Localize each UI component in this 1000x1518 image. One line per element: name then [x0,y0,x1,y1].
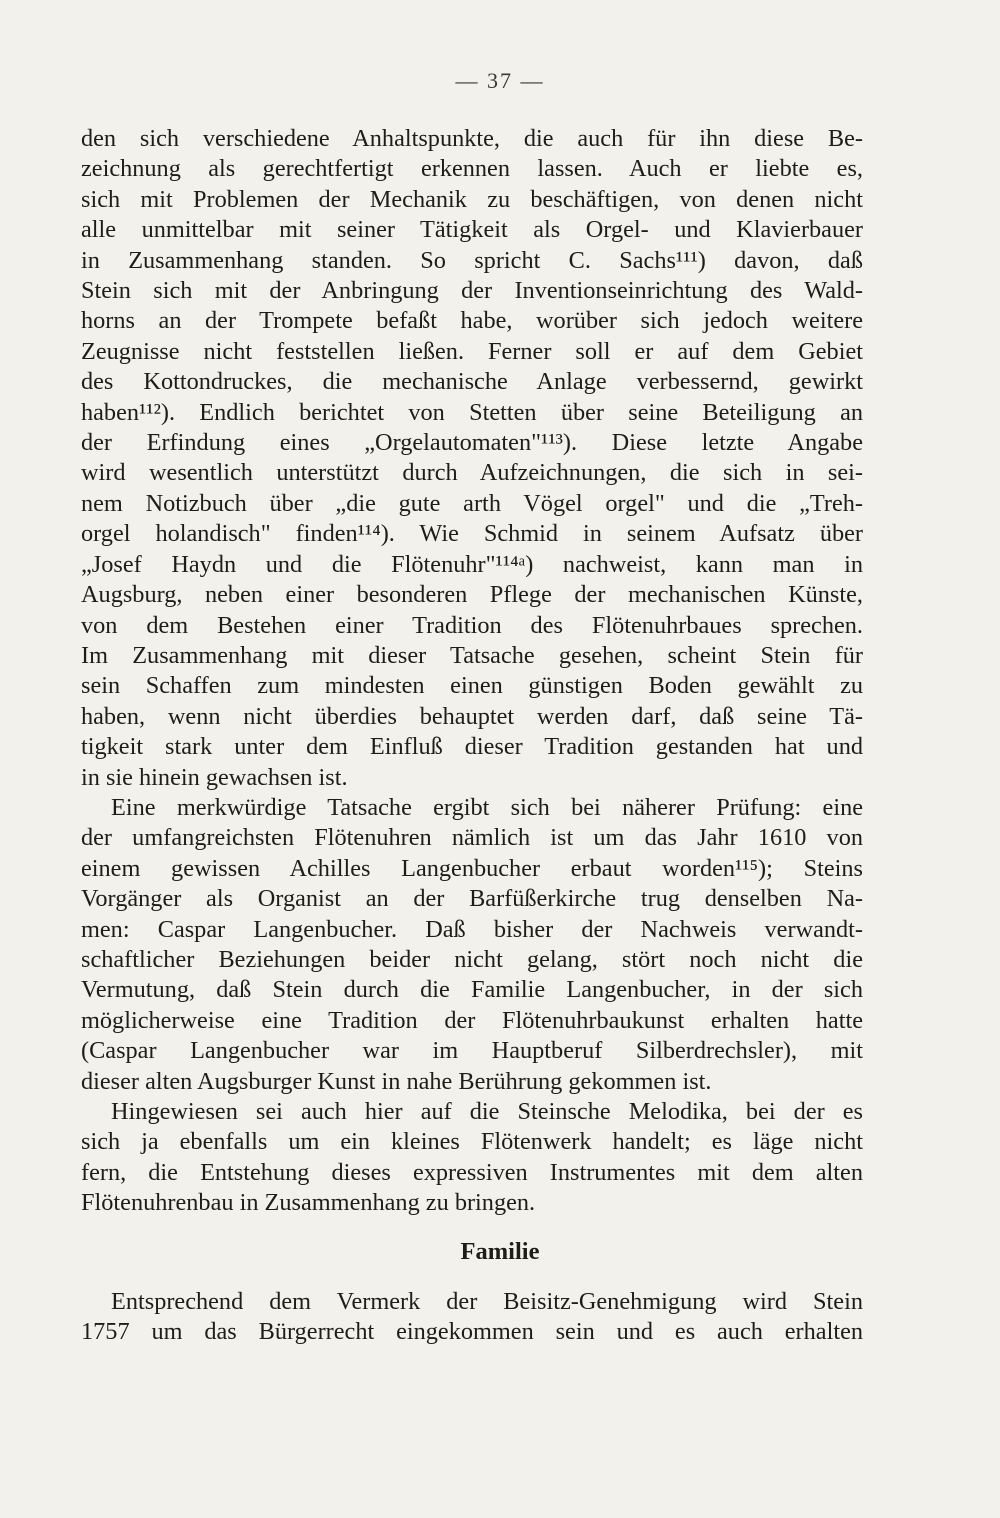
text-line: Stein sich mit der Anbringung der Inventionseinrichtung des Wald- [81,277,863,305]
paragraph-4 [81,1287,863,1348]
text-line: 1757 um das Bürgerrecht eingekommen sein und es auch erhalten [81,1318,863,1346]
text-line: tigkeit stark unter dem Einfluß dieser Tradition gestanden hat und [81,733,863,761]
text-line: Im Zusammenhang mit dieser Tatsache gesehen, scheint Stein für [81,641,863,669]
text-line: orgel holandisch" finden¹¹⁴). Wie Schmid in seinem Aufsatz über [81,520,863,548]
text-line: wird wesentlich unterstützt durch Aufzeichnungen, die sich in sei- [81,459,863,487]
text-line: der Erfindung eines „Orgelautomaten"¹¹³). Diese letzte Angabe [81,429,863,457]
text-line: den sich verschiedene Anhaltspunkte, die auch für ihn diese Be- [81,125,863,152]
text-line: Vermutung, daß Stein durch die Familie Langenbucher, in der sich [81,976,863,1004]
text-line: der umfangreichsten Flötenuhren nämlich ist um das Jahr 1610 von [81,824,863,852]
text-line: Zeugnisse nicht feststellen ließen. Ferner soll er auf dem Gebiet [81,337,863,365]
text-line: Eine merkwürdige Tatsache ergibt sich bei näherer Prüfung: eine [111,794,863,821]
text-line: Augsburg, neben einer besonderen Pflege der mechanischen Künste, [81,581,863,609]
paragraph-1 [81,124,863,793]
text-line: horns an der Trompete befaßt habe, worüber sich jedoch weitere [81,307,863,335]
text-line: „Josef Haydn und die Flötenuhr"¹¹⁴ᵃ) nachweist, kann man in [81,550,863,578]
paragraph-3 [81,1097,863,1219]
paragraph-2 [81,793,863,1097]
text-line: (Caspar Langenbucher war im Hauptberuf Silberdrechsler), mit [81,1037,863,1065]
text-line: Flötenuhrenbau in Zusammenhang zu bringen. [81,1189,536,1217]
text-line: schaftlicher Beziehungen beider nicht gelang, stört noch nicht die [81,946,863,974]
text-line: sein Schaffen zum mindesten einen günstigen Boden gewählt zu [81,672,863,700]
text-line: nem Notizbuch über „die gute arth Vögel orgel" und die „Treh- [81,489,863,517]
text-line: zeichnung als gerechtfertigt erkennen lassen. Auch er liebte es, [81,155,863,183]
text-line: haben¹¹²). Endlich berichtet von Stetten über seine Beteiligung an [81,398,863,426]
text-line: men: Caspar Langenbucher. Daß bisher der Nachweis verwandt- [81,915,863,943]
text-line: alle unmittelbar mit seiner Tätigkeit als Orgel- und Klavierbauer [81,216,863,244]
text-line: möglicherweise eine Tradition der Flötenuhrbaukunst erhalten hatte [81,1006,863,1034]
text-line: in sie hinein gewachsen ist. [81,763,348,791]
text-line: sich mit Problemen der Mechanik zu beschäftigen, von denen nicht [81,185,863,213]
text-line: haben, wenn nicht überdies behauptet werden darf, daß seine Tä- [81,702,863,730]
section-heading: Familie [460,1238,540,1265]
text-line: Entsprechend dem Vermerk der Beisitz-Genehmigung wird Stein [111,1288,863,1315]
text-line: des Kottondruckes, die mechanische Anlage verbessernd, gewirkt [81,368,863,396]
text-line: einem gewissen Achilles Langenbucher erbaut worden¹¹⁵); Steins [81,854,863,882]
text-line: von dem Bestehen einer Tradition des Flötenuhrbaues sprechen. [81,611,863,639]
text-line: in Zusammenhang standen. So spricht C. Sachs¹¹¹) davon, daß [81,246,863,274]
page-number: — 37 — [455,68,545,93]
text-line: dieser alten Augsburger Kunst in nahe Berührung gekommen ist. [81,1067,712,1095]
text-line: sich ja ebenfalls um ein kleines Flötenwerk handelt; es läge nicht [81,1128,863,1156]
text-line: Vorgänger als Organist an der Barfüßerkirche trug denselben Na- [81,885,863,913]
text-line: fern, die Entstehung dieses expressiven Instrumentes mit dem alten [81,1158,863,1186]
text-line: Hingewiesen sei auch hier auf die Steinsche Melodika, bei der es [111,1098,863,1125]
